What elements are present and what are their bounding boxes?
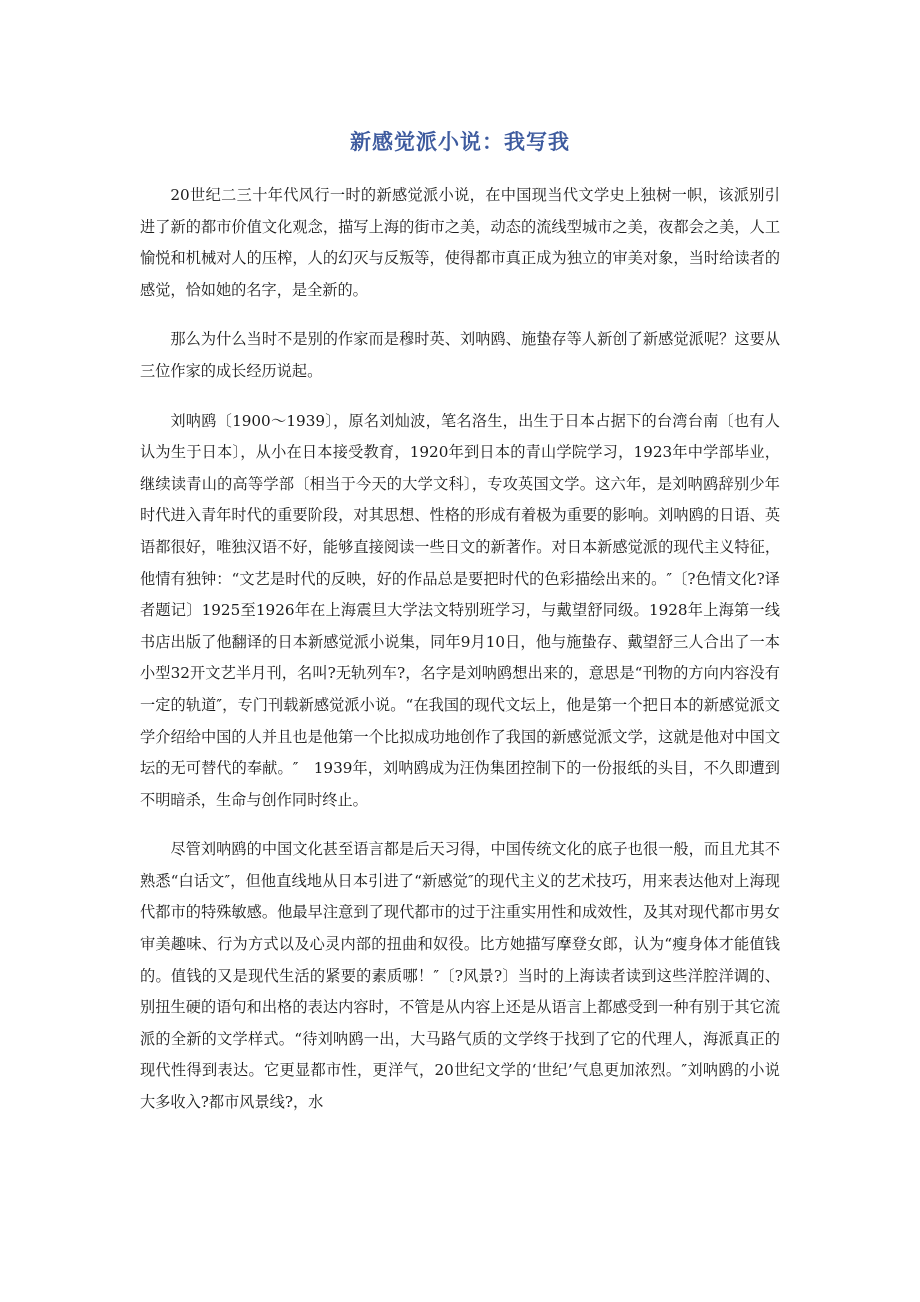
paragraph-4: 尽管刘呐鸥的中国文化甚至语言都是后天习得，中国传统文化的底子也很一般，而且尤其不熟悉“白话文″，但他直线地从日本引进了“新感觉″的现代主义的艺术技巧，用来表达他对上海现代都市的特殊敏感。他最早注意到了现代都市的过于注重实用性和成效性，及其对现代都市男女审美趣味、行为方式以及心灵内部的扭曲和奴役。比方她描写摩登女郎，认为“瘦身体才能值钱的。值钱的又是现代生活的紧要的素质哪！″〔?风景?〕当时的上海读者读到这些洋腔洋调的、别扭生硬的语句和出格的表达内容时，不管是从内容上还是从语言上都感受到一种有别于其它流派的全新的文学样式。“待刘呐鸥一出，大马路气质的文学终于找到了它的代理人，海派真正的现代性得到表达。它更显都市性，更洋气，20世纪文学的‘世纪’气息更加浓烈。″刘呐鸥的小说大多收入?都市风景线?，水 [140, 840, 780, 1112]
page-title: 新感觉派小说：我写我 [350, 130, 570, 154]
paragraph-3: 刘呐鸥〔1900～1939〕，原名刘灿波，笔名洛生，出生于日本占据下的台湾台南〔也有人认为生于日本〕，从小在日本接受教育，1920年到日本的青山学院学习，1923年中学部毕业，继续读青山的高等学部〔相当于今天的大学文科〕，专攻英国文学。这六年，是刘呐鸥辞别少年时代进入青年时代的重要阶段，对其思想、性格的形成有着极为重要的影响。刘呐鸥的日语、英语都很好，唯独汉语不好，能够直接阅读一些日文的新著作。对日本新感觉派的现代主义特征，他情有独钟：“文艺是时代的反映，好的作品总是要把时代的色彩描绘出来的。″〔?色情文化?译者题记〕1925至1926年在上海震旦大学法文特别班学习，与戴望舒同级。1928年上海第一线书店出版了他翻译的日本新感觉派小说集，同年9月10日，他与施蛰存、戴望舒三人合出了一本小型32开文艺半月刊，名叫?无轨列车?，名字是刘呐鸥想出来的，意思是“刊物的方向内容没有一定的轨道″，专门刊载新感觉派小说。“在我国的现代文坛上，他是第一个把日本的新感觉派文学介绍给中国的人并且也是他第一个比拟成功地创作了我国的新感觉派文学，这就是他对中国文坛的无可替代的奉献。″ 1939年，刘呐鸥成为汪伪集团控制下的一份报纸的头目，不久即遭到不明暗杀，生命与创作同时终止。 [140, 411, 780, 809]
article-body [140, 180, 780, 1137]
paragraph-1: 20世纪二三十年代风行一时的新感觉派小说，在中国现当代文学史上独树一帜，该派别引进了新的都市价值文化观念，描写上海的街市之美，动态的流线型城市之美，夜都会之美，人工愉悦和机械对人的压榨，人的幻灭与反叛等，使得都市真正成为独立的审美对象，当时给读者的感觉，恰如她的名字，是全新的。 [140, 186, 780, 299]
paragraph-2: 那么为什么当时不是别的作家而是穆时英、刘呐鸥、施蛰存等人新创了新感觉派呢？这要从三位作家的成长经历说起。 [140, 330, 780, 380]
